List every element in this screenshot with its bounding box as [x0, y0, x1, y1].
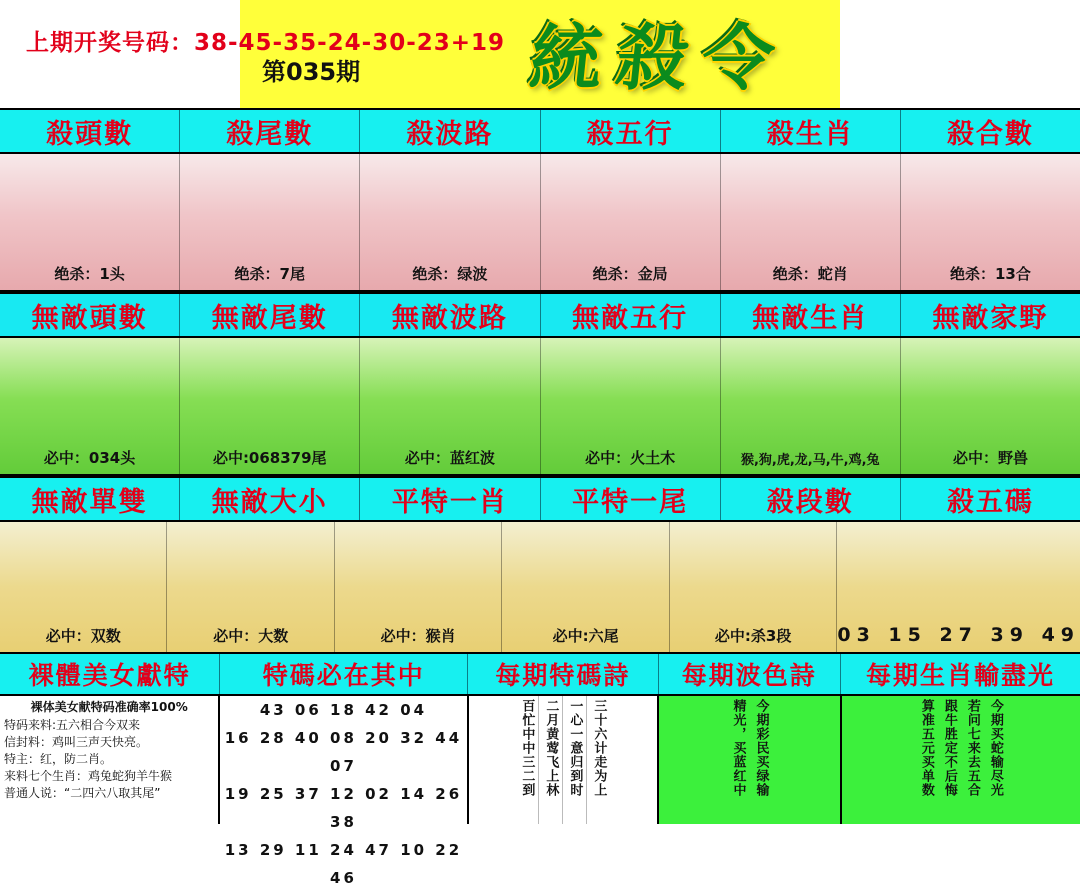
title-invincible-zodiac[interactable]: 無敵生肖: [721, 294, 901, 336]
site-logo: 統殺令: [525, 15, 793, 100]
value-kill-element: 绝杀：金局: [541, 154, 721, 290]
panel-nude-beauty-special: [0, 696, 220, 824]
title-kill-element[interactable]: 殺五行: [541, 110, 721, 152]
panel-zodiac-poem: [842, 696, 1080, 824]
title-invincible-wave[interactable]: 無敵波路: [360, 294, 540, 336]
list-item: 普通人说：“二四六八取其尾”: [4, 786, 161, 800]
title-kill-segment[interactable]: 殺段數: [721, 478, 901, 520]
number-row: 16 28 40 08 20 32 44 07: [224, 729, 463, 775]
value-kill-zodiac: 绝杀：蛇肖: [721, 154, 901, 290]
title-wave-color-poem[interactable]: 每期波色詩: [659, 654, 841, 694]
poster-header: [0, 0, 1080, 108]
value-kill-wave: 绝杀：绿波: [360, 154, 540, 290]
panel-special-code-poem: [469, 696, 660, 824]
value-invincible-zodiac: 猴,狗,虎,龙,马,牛,鸡,兔: [721, 338, 901, 474]
title-kill-tail[interactable]: 殺尾數: [180, 110, 360, 152]
title-invincible-big-small[interactable]: 無敵大小: [180, 478, 360, 520]
poem-column: 跟牛胜定不后悔: [941, 699, 957, 797]
poem-column: 三十六计走为上: [591, 699, 607, 797]
title-flat-zodiac[interactable]: 平特一肖: [360, 478, 540, 520]
panel-wave-color-poem: [659, 696, 842, 824]
title-special-code-poem[interactable]: 每期特碼詩: [468, 654, 658, 694]
panel1-list: [0, 715, 218, 802]
value-flat-tail: 必中:六尾: [502, 522, 669, 652]
panel1-lead: 裸体美女献特码准确率100%: [30, 700, 188, 714]
poem-column: 精光，买蓝红中: [730, 699, 746, 797]
title-kill-sum[interactable]: 殺合數: [946, 118, 1034, 150]
title-invincible-head[interactable]: 無敵頭數: [0, 294, 180, 336]
title-invincible-odd-even[interactable]: 無敵單雙: [0, 478, 180, 520]
number-row: 19 25 37 12 02 14 26 38: [224, 785, 463, 831]
value-kill-sum: 绝杀：13合: [950, 265, 1031, 283]
title-invincible-wild-domestic[interactable]: 無敵家野: [932, 302, 1049, 334]
title-special-code-within[interactable]: 特碼必在其中: [220, 654, 468, 694]
value-kill-tail: 绝杀：7尾: [180, 154, 360, 290]
title-kill-five-codes[interactable]: 殺五碼: [946, 486, 1034, 518]
poem-column: 一心一意归到时: [563, 696, 587, 824]
value-invincible-wild-domestic: 必中：野兽: [952, 449, 1028, 467]
list-item: 来料七个生肖：鸡兔蛇狗羊牛猴: [4, 769, 173, 783]
title-invincible-element[interactable]: 無敵五行: [541, 294, 721, 336]
value-invincible-wave: 必中：蓝红波: [360, 338, 540, 474]
value-kill-five-codes: 03 15 27 39 49: [837, 624, 1080, 646]
title-zodiac-poem[interactable]: 每期生肖輸盡光: [865, 661, 1055, 690]
value-invincible-big-small: 必中：大数: [167, 522, 334, 652]
list-item: 信封料：鸡叫三声天快亮。: [4, 735, 149, 749]
value-kill-segment: 必中:杀3段: [670, 522, 837, 652]
title-flat-tail[interactable]: 平特一尾: [541, 478, 721, 520]
value-invincible-head: 必中：034头: [0, 338, 180, 474]
poem-column: 今期彩民买绿输: [753, 699, 769, 797]
poem-column: 若问七来去五合: [964, 699, 980, 797]
value-invincible-element: 必中：火土木: [541, 338, 721, 474]
bottom-panels: [0, 696, 1080, 887]
title-kill-head[interactable]: 殺頭數: [0, 110, 180, 152]
poem-columns: [842, 696, 1080, 824]
value-flat-zodiac: 必中：猴肖: [335, 522, 502, 652]
poem-column: 算准五元买单数: [918, 699, 934, 797]
value-invincible-odd-even: 必中：双数: [0, 522, 167, 652]
title-kill-zodiac[interactable]: 殺生肖: [721, 110, 901, 152]
poem-columns: [659, 696, 840, 824]
poem-column: 百忙中中三二到: [515, 696, 539, 824]
content-band-row3: [0, 522, 1080, 654]
number-row: 13 29 11 24 47 10 22 46: [224, 841, 463, 887]
panel-special-code-numbers: [220, 696, 468, 887]
title-kill-wave[interactable]: 殺波路: [360, 110, 540, 152]
bottom-section-titles: [0, 654, 1080, 696]
poem-column: 今期买蛇输尽光: [987, 699, 1003, 797]
title-invincible-tail[interactable]: 無敵尾數: [180, 294, 360, 336]
previous-draw-numbers: 上期开奖号码：38-45-35-24-30-23+19: [26, 30, 506, 56]
content-band-row1: [0, 154, 1080, 292]
content-band-row2: [0, 338, 1080, 476]
section-titles-row1: [0, 108, 1080, 154]
value-kill-head: 绝杀：1头: [0, 154, 180, 290]
number-row: 43 06 18 42 04: [259, 701, 428, 719]
section-titles-row2: [0, 292, 1080, 338]
value-invincible-tail: 必中:068379尾: [180, 338, 360, 474]
list-item: 特码来料:五六相合今双来: [4, 718, 141, 732]
poem-columns: [469, 696, 658, 824]
issue-number: 第035期: [262, 58, 361, 86]
poem-column: 二月黄莺飞上林: [539, 696, 563, 824]
title-nude-beauty-special[interactable]: 裸體美女獻特: [0, 654, 220, 694]
list-item: 特主：红，防二肖。: [4, 752, 113, 766]
section-titles-row3: [0, 476, 1080, 522]
